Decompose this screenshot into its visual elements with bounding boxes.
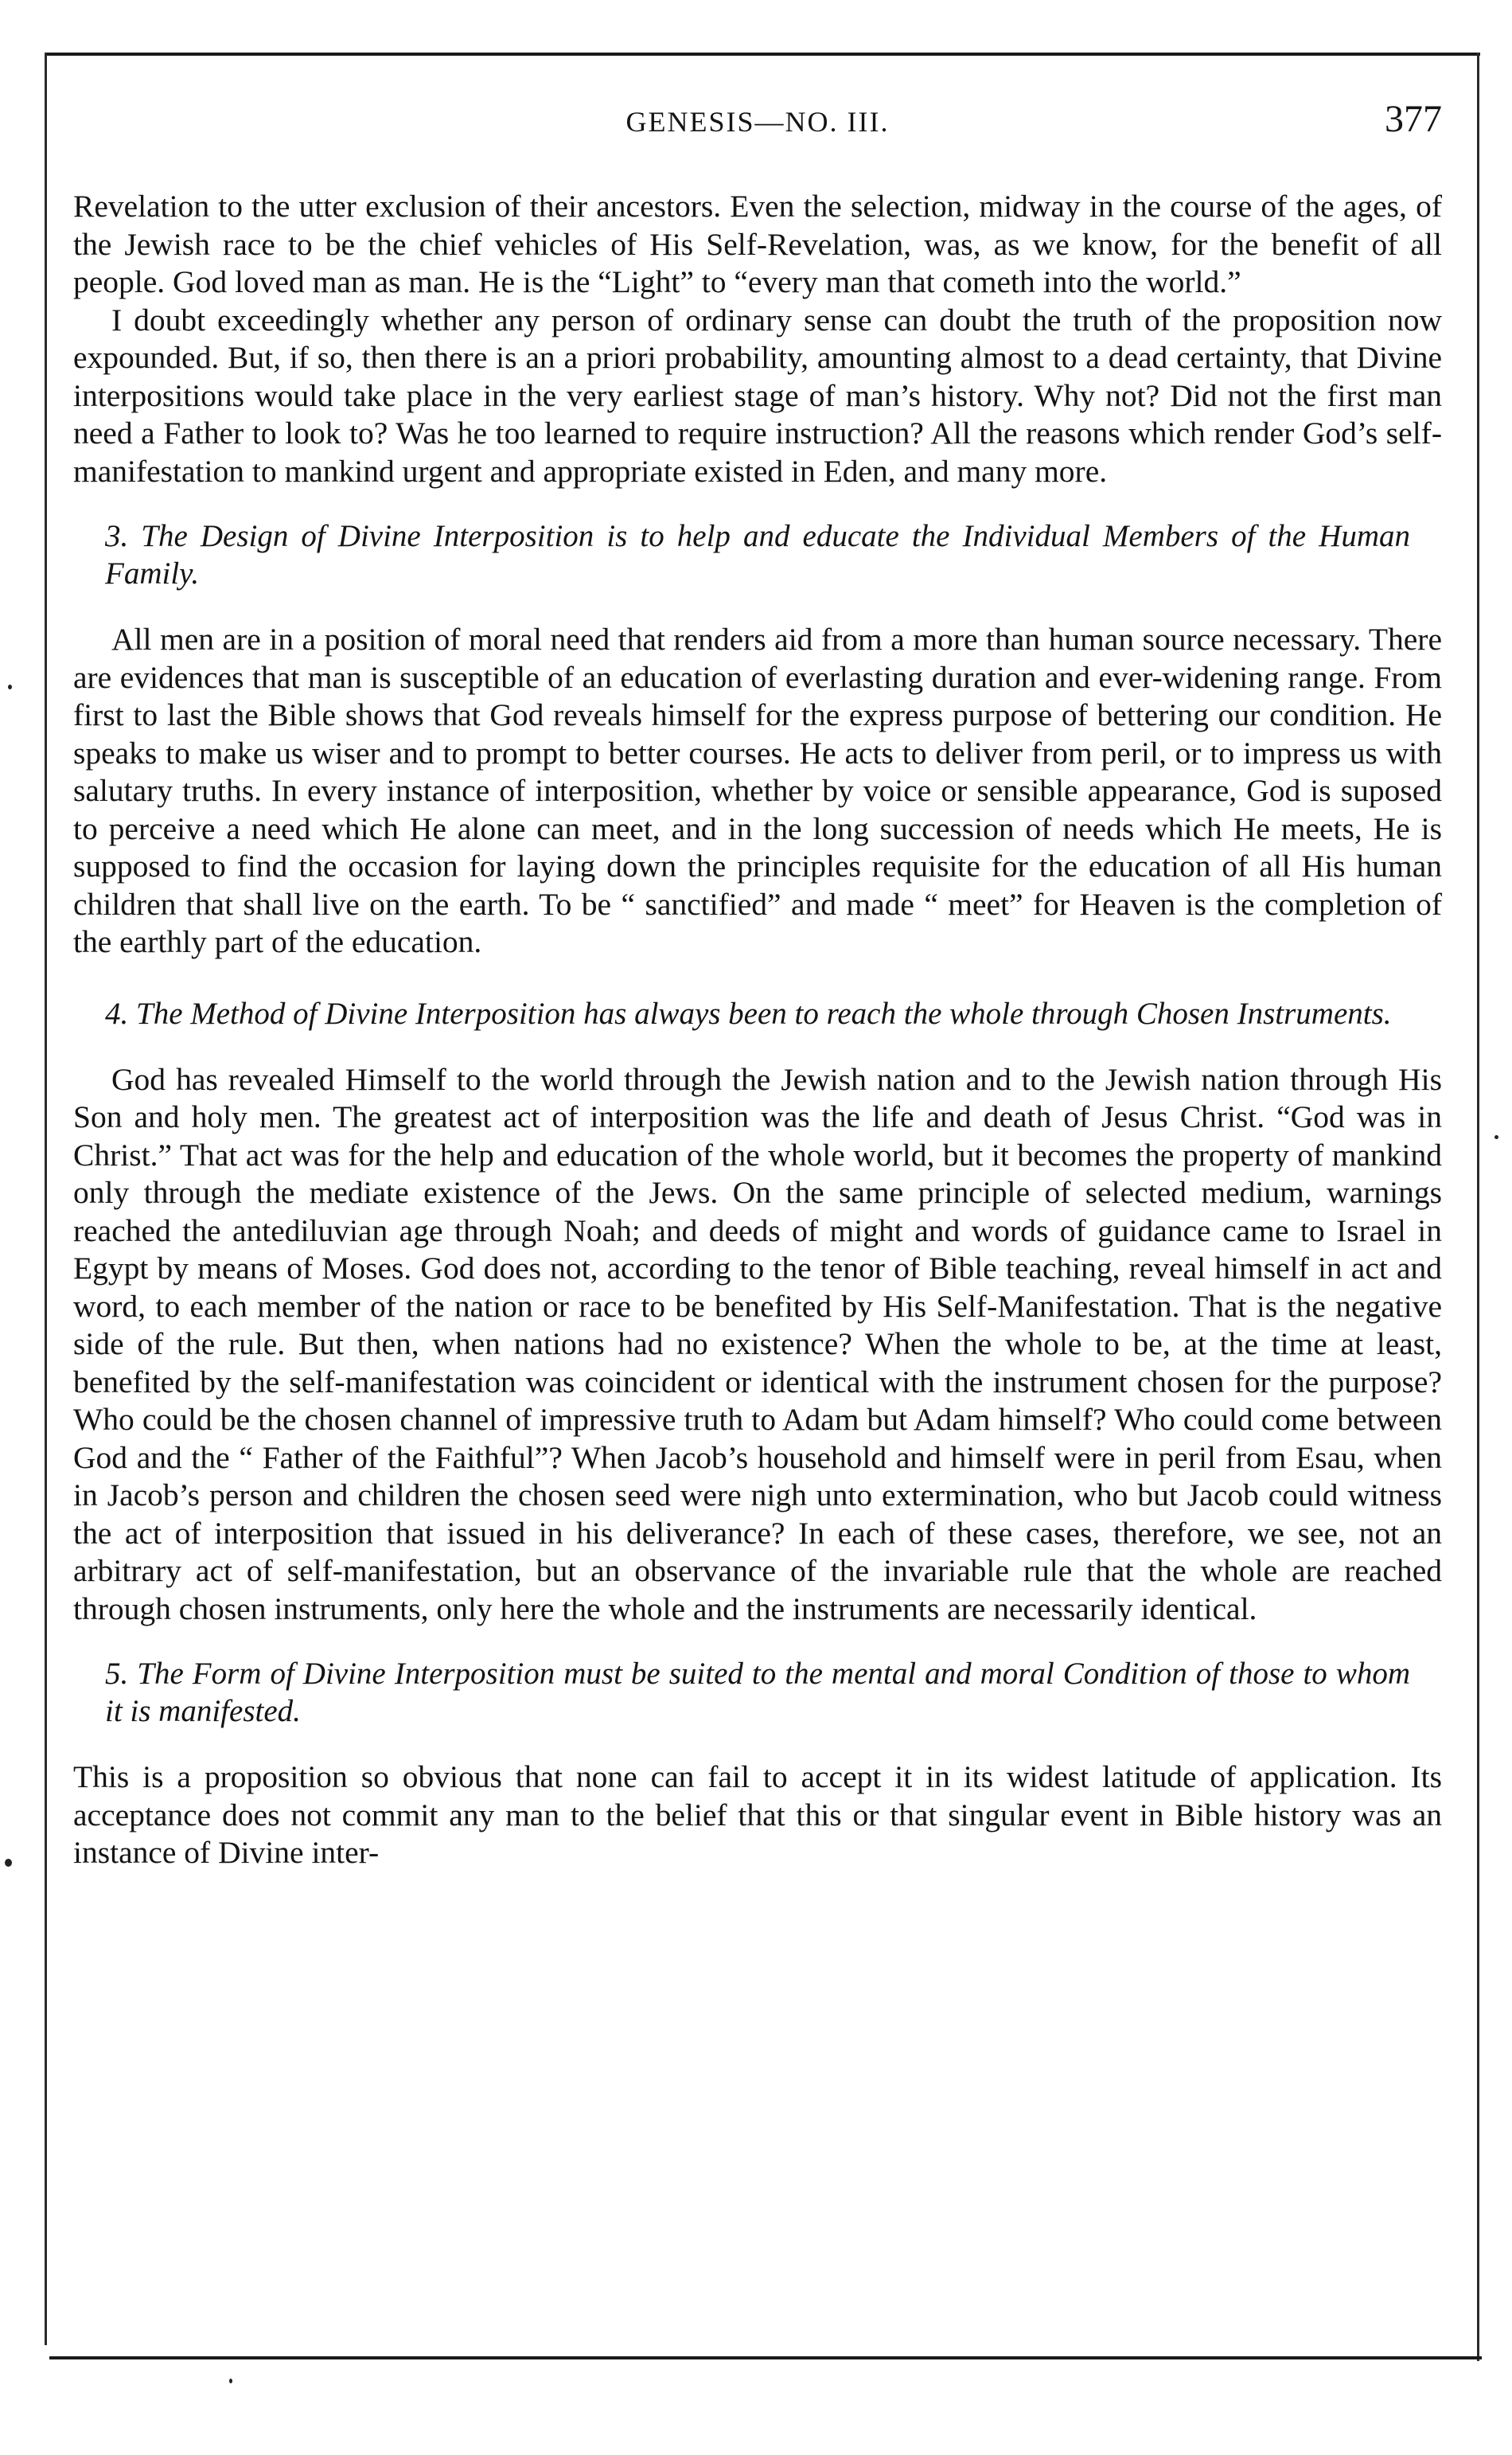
section-heading-5: 5. The Form of Divine Interposition must be suited to the mental and moral Condition of those to whom it is manifested. [105, 1657, 1410, 1728]
right-border-rule [1477, 53, 1479, 2361]
paragraph-revelation: Revelation to the utter exclusion of their ancestors. Even the selection, midway in the course of the ages, of the Jewish race to be the chief vehicles of His Self-Revelation, was, as we know, for the benefit of all people. God loved man as man. He is the “Light” to “every man that cometh into the world.” [73, 189, 1442, 299]
margin-speck [8, 685, 12, 689]
page-header [73, 97, 1442, 153]
bottom-border-rule [49, 2356, 1482, 2359]
page-body [73, 188, 1442, 1872]
paragraph-form-of-interposition: This is a proposition so obvious that none can fail to accept it in its widest latitude of application. Its acceptance does not commit any man to the belief that this or that singular event in Bible history was an instance of Divine inter- [73, 1759, 1442, 1870]
margin-speck [1494, 1135, 1498, 1139]
margin-speck [5, 1859, 12, 1867]
page-number: 377 [1385, 98, 1442, 140]
paragraph-a-priori: I doubt exceedingly whether any person of ordinary sense can doubt the truth of the proposition now expounded. But, if so, then there is an a priori probability, amounting almost to a dead certainty, that Divine interpositions would take place in the very earliest stage of man’s history. Why not? Did not the first man need a Father to look to? Was he too learned to require instruction? All the reasons which render God’s self-manifestation to mankind urgent and appropriate existed in Eden, and many more. [73, 302, 1442, 489]
section-heading-4: 4. The Method of Divine Interposition has always been to reach the whole through Chosen Instruments. [105, 996, 1392, 1031]
left-border-rule [45, 53, 47, 2345]
paragraph-moral-need: All men are in a position of moral need that renders aid from a more than human source necessary. There are evidences that man is susceptible of an education of everlasting duration and ever-widening range. From first to last the Bible shows that God reveals himself for the express purpose of bettering our condition. He speaks to make us wiser and to prompt to better courses. He acts to deliver from peril, or to impress us with salutary truths. In every instance of interposition, whether by voice or sensible appearance, God is suposed to perceive a need which He alone can meet, and in the long succession of needs which He meets, He is supposed to find the occasion for laying down the principles requisite for the education of all His human children that shall live on the earth. To be “ sanctified” and made “ meet” for Heaven is the completion of the earthly part of the education. [73, 622, 1442, 959]
margin-speck [229, 2379, 232, 2383]
running-title: GENESIS—NO. III. [625, 106, 890, 138]
section-heading-3: 3. The Design of Divine Interposition is to help and educate the Individual Members of the Human Family. [105, 519, 1410, 591]
paragraph-chosen-instruments: God has revealed Himself to the world through the Jewish nation and to the Jewish nation through His Son and holy men. The greatest act of interposition was the life and death of Jesus Christ. “God was in Christ.” That act was for the help and education of the whole world, but it becomes the property of mankind only through the mediate existence of the Jews. On the same principle of selected medium, warnings reached the antediluvian age through Noah; and deeds of might and words of guidance came to Israel in Egypt by means of Moses. God does not, according to the tenor of Bible teaching, reveal himself in act and word, to each member of the nation or race to be benefited by His Self-Manifestation. That is the negative side of the rule. But then, when nations had no existence? When the whole to be, at the time at least, benefited by the self-manifestation was coincident or identical with the instrument chosen for the purpose? Who could be the chosen channel of impressive truth to Adam but Adam himself? Who could come between God and the “ Father of the Faithful”? When Jacob’s household and himself were in peril from Esau, when in Jacob’s person and children the chosen seed were nigh unto extermination, who but Jacob could witness the act of interposition that issued in his deliverance? In each of these cases, therefore, we see, not an arbitrary act of self-manifestation, but an observance of the invariable rule that the whole are reached through chosen instruments, only here the whole and the instruments are necessarily identical. [73, 1061, 1442, 1626]
top-border-rule [45, 53, 1480, 56]
